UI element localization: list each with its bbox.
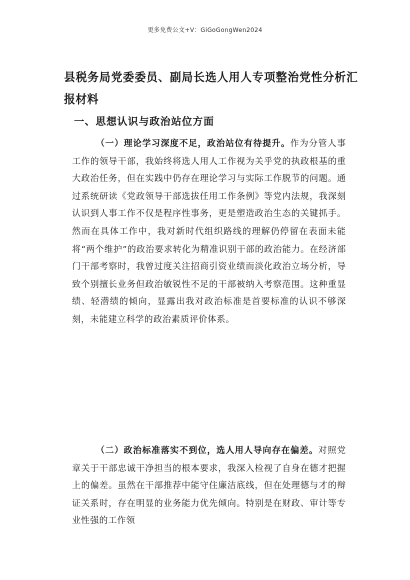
paragraph-1: [72, 136, 346, 330]
paragraph-2-body: 对照党章关于干部忠诚干净担当的根本要求，我深入检视了自身在德才把握上的偏差。虽然在干部推荐中能守住廉洁底线，但在处理德与才的辩证关系时，存在明显的业务能力优先倾向。特别是在财政、审计等专业性强的工作领: [72, 446, 346, 527]
paragraph-1-lead: （一）理论学习深度不足，政治站位有待提升。: [96, 139, 291, 149]
document-title: 县税务局党委委员、副局长选人用人专项整治党性分析汇报材料: [64, 70, 358, 106]
paragraph-2: [72, 443, 346, 573]
paragraph-2-lead: （二）政治标准落实不到位，选人用人导向存在偏差。: [96, 446, 319, 456]
header-note: 更多免费公文+V：GiGoGongWen2024: [147, 27, 263, 34]
paragraph-1-body: 作为分管人事工作的领导干部，我始终将选人用人工作视为关乎党的执政根基的重大政治任务，但在实践中仍存在理论学习与实际工作脱节的问题。通过系统研读《党政领导干部选拔任用工作条例》等党内法规，我深刻认识到人事工作不仅是程序性事务，更是塑造政治生态的关键抓手。然而在具体工作中，我对新时代组织路线的理解仍停留在表面未能将“两个维护”的政治要求转化为精准识别干部的政治能力。在经济部门干部考察时，我曾过度关注招商引资业绩而淡化政治立场分析，导致个别擅长业务但政治敏锐性不足的干部被纳入考察范围。这种重显绩、轻潜绩的倾向，显露出我对政治标准是首要标准的认识不够深刻，未能建立科学的政治素质评价体系。: [72, 139, 346, 325]
section-heading: 一、思想认识与政治站位方面: [74, 116, 215, 128]
